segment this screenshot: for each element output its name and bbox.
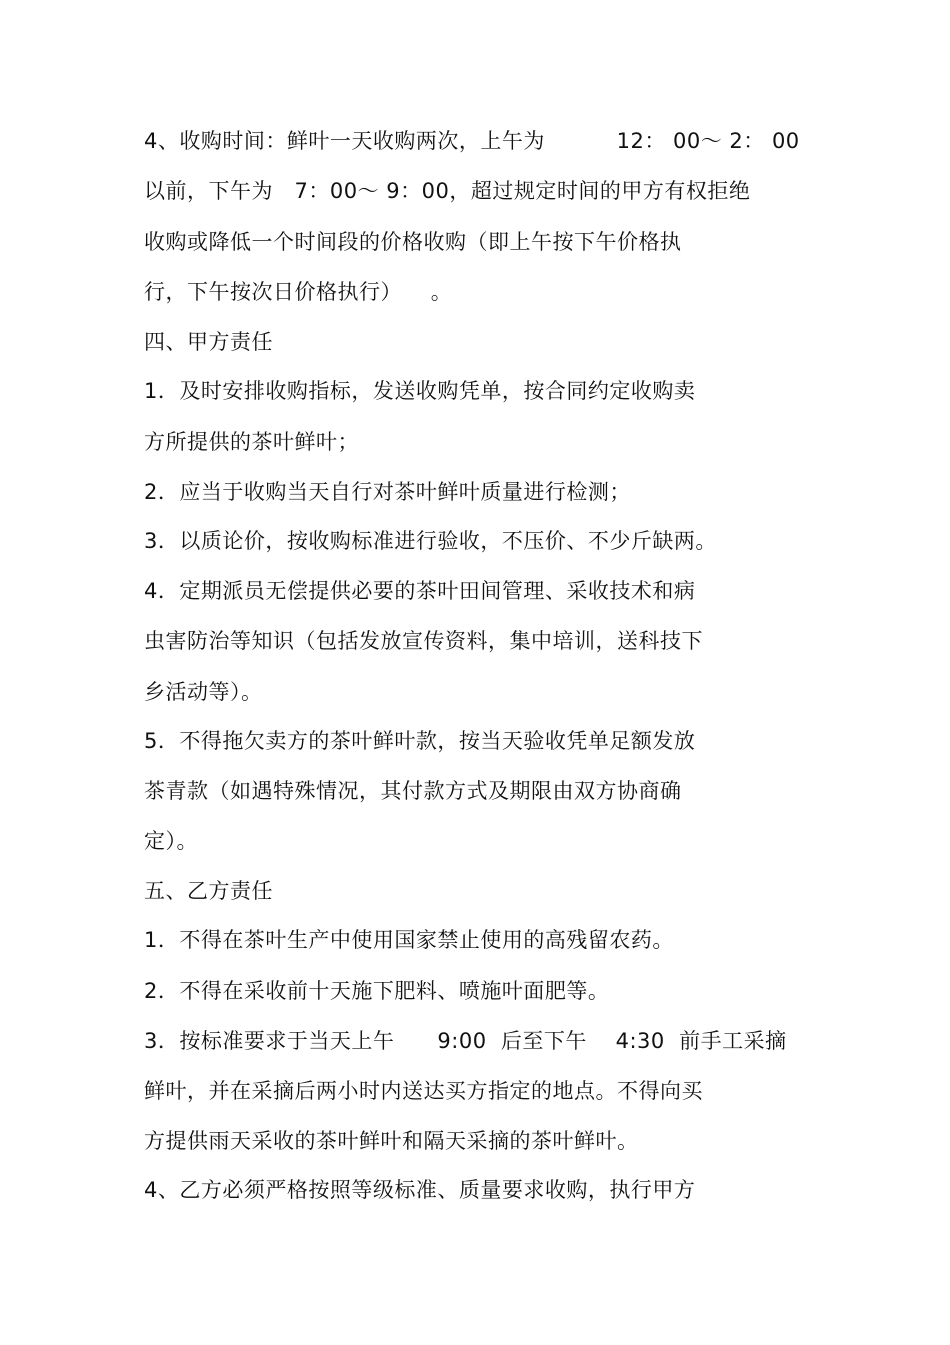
section-heading: 四、甲方责任 — [144, 330, 273, 354]
text-line: 定）。 — [144, 829, 198, 853]
text-line: 4、收购时间：鲜叶一天收购两次，上午为 12： 00～ 2： 00 — [144, 129, 800, 153]
text-line: 收购或降低一个时间段的价格收购（即上午按下午价格执 — [144, 230, 682, 254]
text-line: 鲜叶，并在采摘后两小时内送达买方指定的地点。不得向买 — [144, 1079, 703, 1103]
text-line: 行，下午按次日价格执行） 。 — [144, 280, 453, 304]
text-line: 茶青款（如遇特殊情况，其付款方式及期限由双方协商确 — [144, 779, 682, 803]
text-line: 乡活动等）。 — [144, 680, 263, 704]
text-line: 4、乙方必须严格按照等级标准、质量要求收购，执行甲方 — [144, 1178, 696, 1202]
text-line: 5．不得拖欠卖方的茶叶鲜叶款，按当天验收凭单足额发放 — [144, 729, 696, 753]
text-line: 方所提供的茶叶鲜叶； — [144, 430, 359, 454]
text-line: 2．应当于收购当天自行对茶叶鲜叶质量进行检测； — [144, 480, 631, 504]
text-line: 1．及时安排收购指标，发送收购凭单，按合同约定收购卖 — [144, 379, 696, 403]
text-line: 2．不得在采收前十天施下肥料、喷施叶面肥等。 — [144, 979, 610, 1003]
text-line: 4．定期派员无偿提供必要的茶叶田间管理、采收技术和病 — [144, 579, 696, 603]
section-heading: 五、乙方责任 — [144, 879, 273, 903]
text-line: 以前，下午为 7：00～ 9：00，超过规定时间的甲方有权拒绝 — [144, 179, 751, 203]
text-line: 3．按标准要求于当天上午 9:00 后至下午 4:30 前手工采摘 — [144, 1029, 787, 1053]
text-line: 方提供雨天采收的茶叶鲜叶和隔天采摘的茶叶鲜叶。 — [144, 1129, 639, 1153]
text-line: 3．以质论价，按收购标准进行验收，不压价、不少斤缺两。 — [144, 529, 717, 553]
text-line: 1．不得在茶叶生产中使用国家禁止使用的高残留农药。 — [144, 928, 674, 952]
text-line: 虫害防治等知识（包括发放宣传资料，集中培训，送科技下 — [144, 629, 703, 653]
